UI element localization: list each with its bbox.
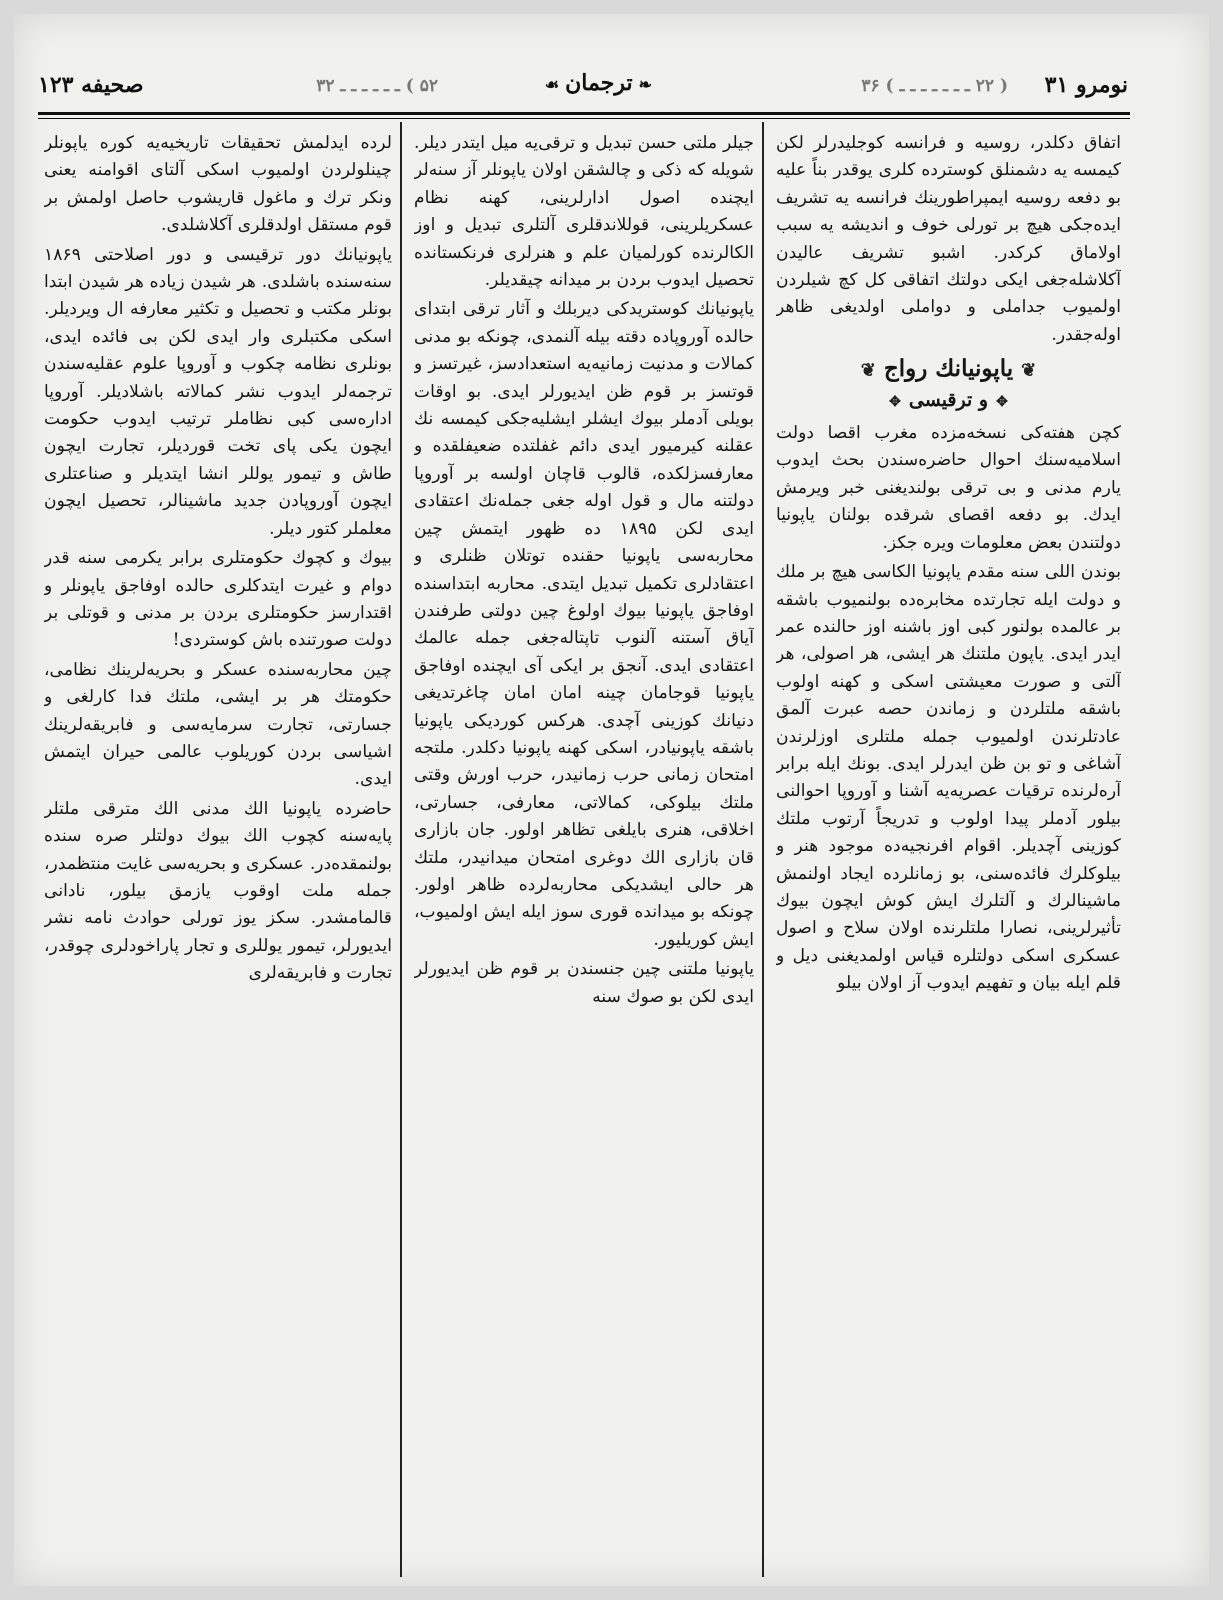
section-subtitle-text: و ترقيسى xyxy=(908,388,989,411)
section-subtitle xyxy=(776,387,1121,416)
masthead-date-left: ۵۲ ) ـ ـ ـ ـ ـ ـ ۳۲ xyxy=(316,76,438,96)
newspaper-title-text: ترجمان xyxy=(565,70,633,96)
ornament-icon: ✥ xyxy=(889,393,901,410)
paragraph: ياپونيانك كوستريدكى ديربلك و آثار ترقى ابتداى حالده آوروپاده دقته بيله آلنمدى، چونكه بو مدنى كمالات و مدنيت زمانيه‌يه استعدادسز، غيرتسز و قوتسز بر قوم ظن ايديورلر ايدى. بو اوقات بويلى آدملر بيوك ايشلر ايشليه‌جكى كيمسه نك عقلنه كيرميور ايدى دائم غفلتده ضعيفلقده و معارفسزلكده، قالوب قاچان اولسه بر آوروپا دولتنه مال و قول اوله جغى جمله‌نك اعتقادى ايدى لكن ۱۸۹۵ ده ظهور ايتمش چين محاربه‌سى ياپونيا حقنده توتلان ظنلرى و اعتقادلرى تكميل تبديل ايتدى. محاربه ابتداسنده اوفاجق ياپونيا بيوك اولوغ چين دولتى طرفندن آياق آستنه آلنوب تاپتاله‌جغى جمله عالمك اعتقادى ايدى. آنجق بر ايكى آى ايچنده اوفاجق ياپونيا قوجامان چينه امان امان چاغرتديغى دنيانك كوزينى آچدى. هركس كورديكى ياپونيا باشقه ياپونيادر، اسكى كهنه ياپونيا دكلدر. ملتجه امتحان زمانى حرب زمانيدر، حرب اورش وقتى ملتك بيلوكى، كمالاتى، معارفى، جسارتى، اخلاقى، هنرى بايلغى تظاهر اولور. جان بازارى قان بازارى الك دوغرى امتحان ميدانيدر، ملتك هر حالى ايشديكى محاربه‌لرده ظاهر اولور. چونكه بو ميدانده قورى سوز ايله ايش اولميوب، ايش كوريليور. xyxy=(414,299,754,950)
newspaper-title xyxy=(539,70,658,96)
masthead-date-right: ( ۲۲ ـ ـ ـ ـ ـ ـ ـ ) ۳۶ xyxy=(861,76,1008,96)
paragraph: بوندن اللى سنه مقدم ياپونيا الكاسى هيچ بر ملك و دولت ايله تجارتده مخابره‌ده بولنميوب باشقه بر عالمده بولنور كبى اوز باشنه اوز حالنده عمر ايدر ايدى. ياپون ملتنك هر ايشى، هر اصولى، هر آلتى و صورت معيشتى اسكى و كهنه اولوب باشقه ملتلردن و زماندن حصه عبرت آلمق عادتلرندن اولميوب جمله ملتلرى اوزلرندن آشاغى و تو بن ظن ايدرلر ايدى. بونك ايله برابر آره‌لرنده ترقيات عصريه‌يه آشنا و آوروپا احوالنى بيلور آدملر پيدا اولوب و تدريجاً آرتوب ملتك كوزينى آچديلر. اقوام افرنجيه‌ده موجود هنر و بيلوكلرك فائده‌سنى، بو زمانلرده ايجاد اولنمش ماشينالرك و آلتلرك ايش كوش ايچون بيوك تأثيرلرينى، نصارا ملتلرنده اولان سلاح و اصول عسكرى اسكى دولتلره قياس اولمديغنى ديل و قلم ايله بيان و تفهيم ايدوب آز اولان بيلو xyxy=(776,562,1121,994)
ornament-icon: ✥ xyxy=(996,393,1008,410)
section-title xyxy=(776,355,1121,384)
paragraph: جيلر ملتى حسن تبديل و ترقى‌يه ميل ايتدر ديلر. شويله كه ذكى و چالشقن اولان ياپونلر آز سنه‌لر ايچنده اصول ادارلرينى، كهنه نظام عسكريلرينى، قوللاندقلرى آلتلرى تبديل و اوز الكالرنده كورلميان علم و هنرلرى فرنكستانده تحصيل ايدوب بردن بر ميدانه چيقديلر. xyxy=(414,133,754,291)
section-title-text: ياپونيانك رواج xyxy=(883,355,1014,383)
masthead-rule xyxy=(38,112,1130,115)
page-number: صحيفه ۱۲۳ xyxy=(38,72,144,98)
paragraph: ياپونيا ملتنى چين جنسندن بر قوم ظن ايديورلر ايدى لكن بو صوك سنه xyxy=(414,959,754,1007)
column-right xyxy=(776,130,1121,1580)
ornament-icon: ❧ xyxy=(638,75,652,94)
masthead xyxy=(38,68,1128,108)
issue-number: نومرو ۳۱ xyxy=(1044,72,1128,98)
paragraph: لرده ايدلمش تحقيقات تاريخيه‌يه كوره ياپونلر چينلولردن اولميوب اسكى آلتاى اقوامنه يعنى ونكر ترك و ماغول قاريشوب حاصل اولمش بر قوم مستقل اولدقلرى آكلاشلدى. xyxy=(44,133,392,236)
column-divider-right xyxy=(762,122,764,1577)
paragraph: حاضرده ياپونيا الك مدنى الك مترقى ملتلر پايه‌سنه كچوب الك بيوك دولتلر صره سنده بولنمقده‌در. عسكرى و بحريه‌سى غايت منتظمدر، جمله ملت اوقوب يازمق بيلور، نادانى قالمامشدر. سكز يوز تورلى حوادث نامه نشر ايديورلر، تيمور يوللرى و تجار پاراخودلرى چوقدر، تجارت و فابريقه‌لرى xyxy=(44,798,392,984)
ornament-icon: ❦ xyxy=(860,360,876,382)
column-divider-left xyxy=(400,122,402,1577)
paragraph: چين محاربه‌سنده عسكر و بحريه‌لرينك نظامى، حكومتك هر بر ايشى، ملتك فدا كارلغى و جسارتى، تجارت سرمايه‌سى و فابريقه‌لرينك اشياسى بردن كوريلوب عالمى حيران ايتمش ايدى. xyxy=(44,659,392,790)
paragraph: بيوك و كچوك حكومتلرى برابر يكرمى سنه قدر دوام و غيرت ايتدكلرى حالده اوفاجق ياپونلر و اقتدارسز حكومتلرى بردن بر مدنى و قوتلى بر دولت صورتنده باش كوستردى! xyxy=(44,548,392,651)
paragraph: ياپونيانك دور ترقيسى و دور اصلاحتى ۱۸۶۹ سنه‌سنده باشلدى. هر شيدن زياده هر شيدن ابتدا بونلر مكتب و تحصيل و تكثير معارفه ال ويرديلر. اسكى مكتبلرى وار ايدى لكن بى فائده ايدى، بونلرى نظامه چكوب و آوروپا علوم عقليه‌سندن ترجمه‌لر ايدوب نشر كمالاته باشلاديلر. آوروپا اداره‌سى كبى نظاملر ترتيب ايدوب حكومت ايچون يكى پاى تخت قورديلر، تجارت ايچون طاش و تيمور يوللر انشا ايتديلر و صناعتلرى ايچون آوروپادن جديد ماشينالر، تحصيل ايچون معلملر كتور ديلر. xyxy=(44,244,392,539)
masthead-rule-thin xyxy=(38,118,1130,119)
newspaper-page xyxy=(14,14,1209,1586)
column-left xyxy=(44,130,392,1580)
column-middle xyxy=(414,130,754,1580)
paragraph: كچن هفته‌كى نسخه‌مزده مغرب اقصا دولت اسلاميه‌سنك احوال حاضره‌سندن بحث ايدوب يارم مدنى و بى ترقى بولنديغنى خبر ويرمش ايدك. بو دفعه اقصاى شرقده بولنان ياپونيا دولتندن بعض معلومات ويره جكز. xyxy=(776,423,1121,553)
ornament-icon: ❦ xyxy=(1021,360,1037,382)
paragraph: اتفاق دكلدر، روسيه و فرانسه كوجليدرلر لكن كيمسه يه دشمنلق كوسترده كلرى يوقدر بناً عليه بو دفعه روسيه ايمپراطورينك فرانسه يه تشريف ايده‌جكى هيچ بر تورلى خوف و انديشه يه سبب اولاماق كركدر. اشبو تشريف عاليدن آكلاشله‌جغى ايكى دولتك اتفاقى كل كچ شيلردن اولميوب جداملى و دواملى اولديغى ظاهر اوله‌جقدر. xyxy=(776,133,1121,345)
ornament-icon: ☙ xyxy=(544,75,560,94)
